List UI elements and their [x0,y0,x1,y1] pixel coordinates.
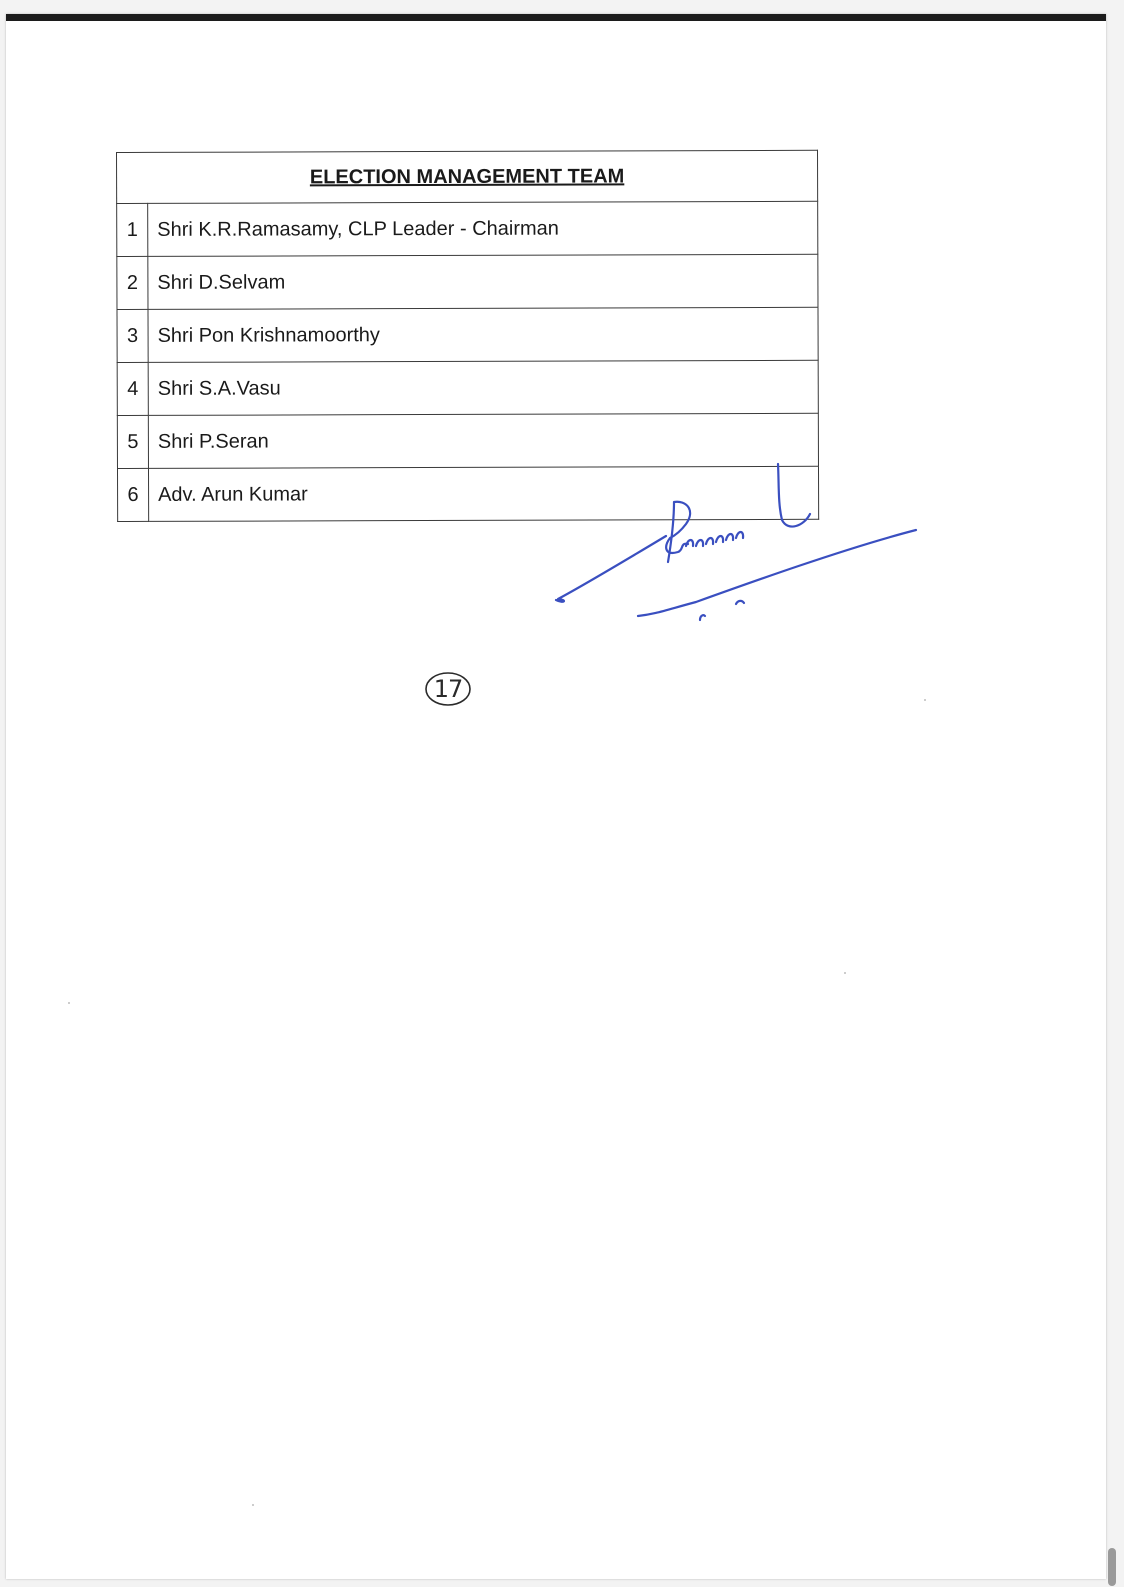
handwritten-signature [546,444,926,634]
table-row [117,254,818,309]
member-name: Shri K.R.Ramasamy, CLP Leader - Chairman [148,201,818,256]
signature-stroke [700,601,744,620]
signature-strokes [556,464,916,620]
page-number-text: 17 [433,675,463,703]
member-name: Adv. Arun Kumar [148,466,818,521]
signature-stroke [778,464,810,527]
row-number: 1 [117,203,148,256]
row-number: 3 [117,309,148,362]
scan-speck [844,972,846,974]
member-name: Shri P.Seran [148,413,818,468]
page-number [424,671,472,707]
table-title: ELECTION MANAGEMENT TEAM [117,150,818,203]
member-name: Shri D.Selvam [148,254,818,309]
row-number: 4 [117,362,148,415]
signature-stroke [638,530,916,616]
table-row [117,201,818,256]
row-number: 2 [117,256,148,309]
scrollbar-thumb[interactable] [1108,1548,1116,1586]
table-header-row [117,150,818,203]
signature-stroke [686,532,743,546]
row-number: 5 [117,415,148,468]
scan-speck [252,1504,254,1506]
page-top-edge [6,14,1106,21]
signature-stroke [666,502,690,562]
scan-speck [924,699,926,701]
row-number: 6 [117,468,148,521]
signature-stroke [556,536,666,602]
table-row [117,307,818,362]
scan-speck [68,1002,70,1004]
table-row [117,360,818,415]
member-name: Shri S.A.Vasu [148,360,818,415]
member-name: Shri Pon Krishnamoorthy [148,307,818,362]
document-page [6,14,1106,1579]
